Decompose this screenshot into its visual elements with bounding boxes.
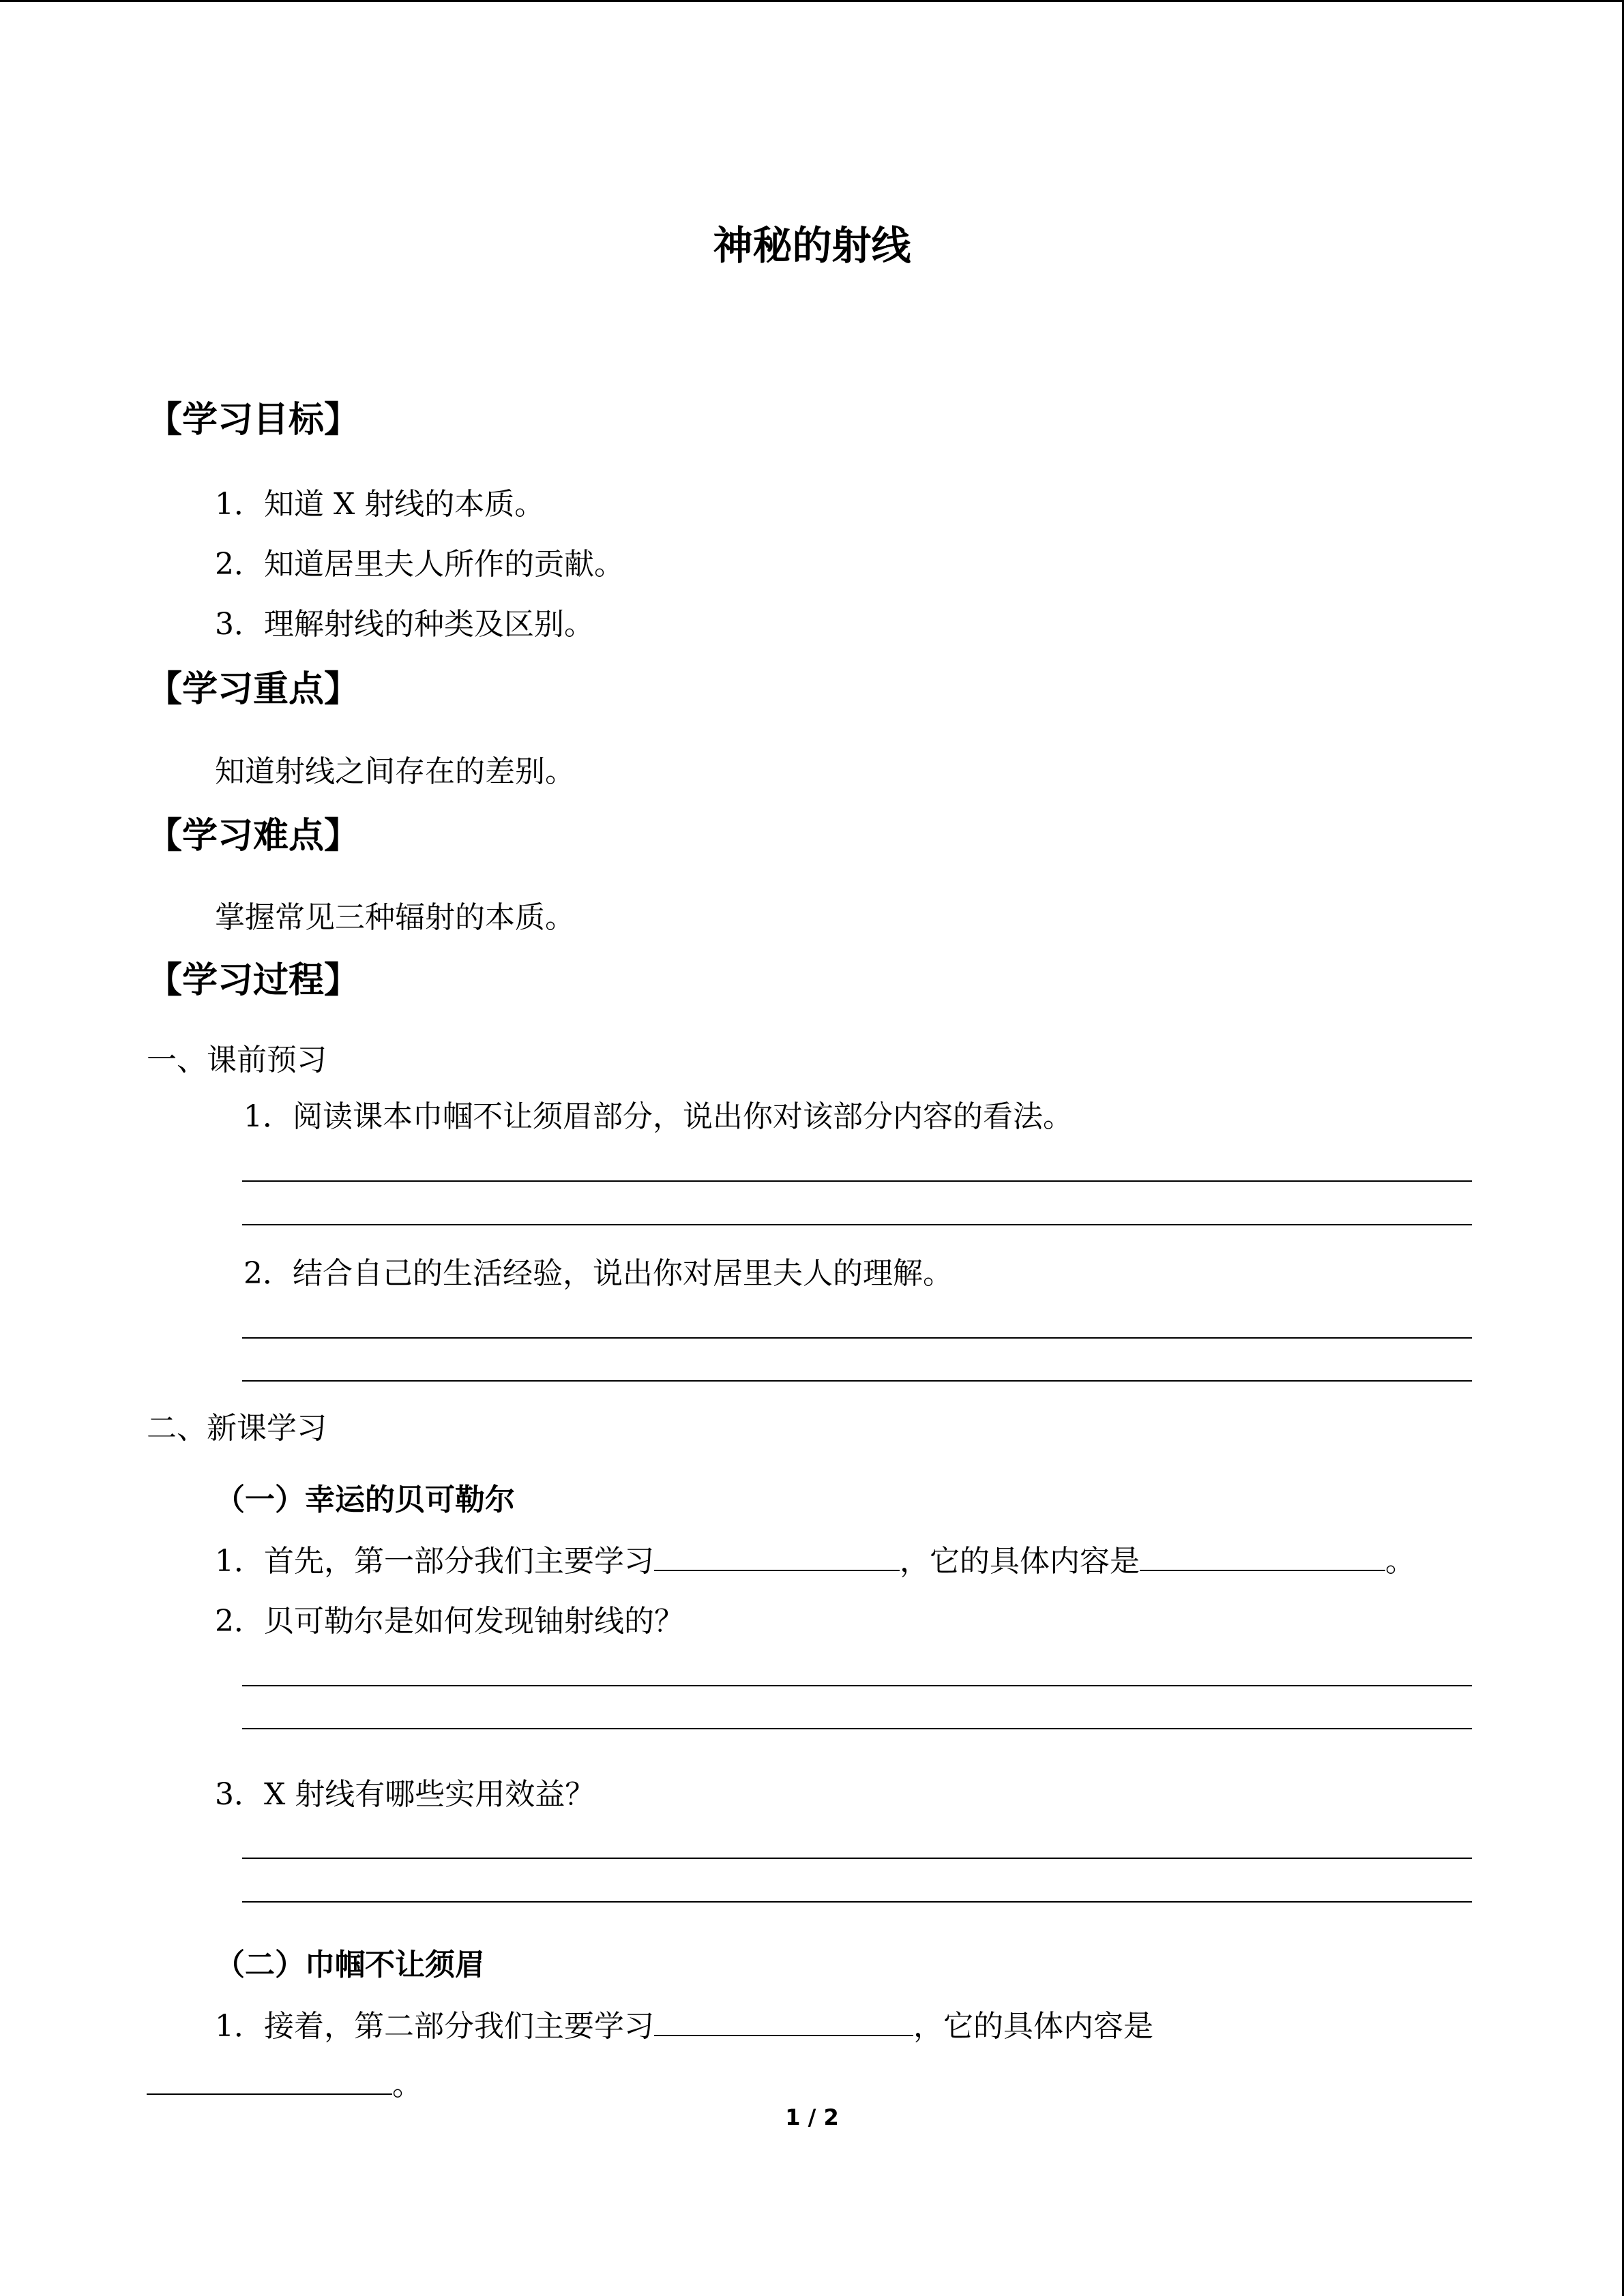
new-lesson-label: 二、新课学习 [147, 1411, 327, 1446]
process-heading: 【学习过程】 [147, 960, 360, 1001]
part2-q1-text-a: 1．接着，第二部分我们主要学习 [215, 2009, 654, 2044]
part1-q1-text-a: 1．首先，第一部分我们主要学习 [215, 1544, 654, 1579]
answer-line[interactable] [242, 1180, 1472, 1182]
answer-line[interactable] [242, 1224, 1472, 1225]
fill-blank[interactable] [147, 2066, 392, 2095]
part1-question-3: 3．X 射线有哪些实用效益？ [215, 1777, 595, 1812]
fill-blank[interactable] [654, 1542, 900, 1571]
key-points-heading: 【学习重点】 [147, 669, 360, 710]
part2-question-1 [215, 2001, 1153, 2045]
part1-q1-text-c: 。 [1385, 1544, 1415, 1579]
part2-question-1-continued [147, 2060, 422, 2104]
part1-q1-text-b: ，它的具体内容是 [900, 1544, 1140, 1579]
answer-line[interactable] [242, 1685, 1472, 1686]
part1-question-2: 2．贝可勒尔是如何发现铀射线的？ [215, 1604, 684, 1639]
page-title: 神秘的射线 [713, 222, 911, 269]
part2-q1-text-c: 。 [392, 2068, 422, 2102]
fill-blank[interactable] [1140, 1542, 1385, 1571]
page-number: 1 / 2 [785, 2104, 839, 2130]
answer-line[interactable] [242, 1728, 1472, 1729]
difficulties-text: 掌握常见三种辐射的本质。 [215, 900, 575, 935]
part1-title: （一）幸运的贝可勒尔 [215, 1482, 515, 1517]
answer-line[interactable] [242, 1858, 1472, 1859]
answer-line[interactable] [242, 1380, 1472, 1382]
preview-question-2: 2．结合自己的生活经验，说出你对居里夫人的理解。 [243, 1256, 953, 1291]
fill-blank[interactable] [654, 2008, 913, 2036]
objective-item: 3．理解射线的种类及区别。 [215, 607, 594, 642]
answer-line[interactable] [242, 1901, 1472, 1903]
answer-line[interactable] [242, 1337, 1472, 1339]
difficulties-heading: 【学习难点】 [147, 816, 360, 856]
key-points-text: 知道射线之间存在的差别。 [215, 754, 575, 789]
part1-question-1 [215, 1536, 1415, 1580]
part2-q1-text-b: ，它的具体内容是 [913, 2009, 1153, 2044]
objectives-heading: 【学习目标】 [147, 400, 360, 441]
objective-item: 1．知道 X 射线的本质。 [215, 487, 545, 522]
preview-question-1: 1．阅读课本巾帼不让须眉部分，说出你对该部分内容的看法。 [243, 1099, 1073, 1134]
objective-item: 2．知道居里夫人所作的贡献。 [215, 547, 624, 582]
preview-label: 一、课前预习 [147, 1043, 327, 1077]
part2-title: （二）巾帼不让须眉 [215, 1948, 485, 1982]
